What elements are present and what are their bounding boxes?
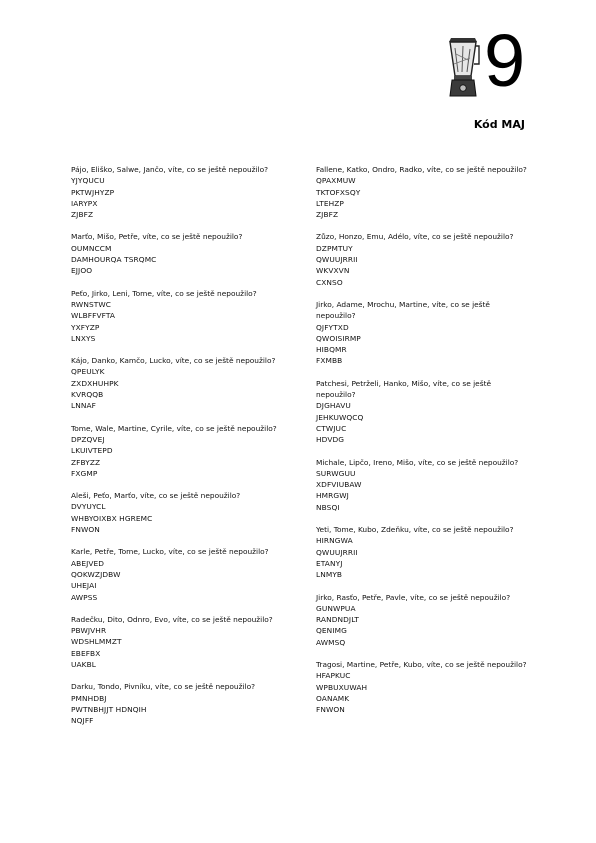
code-word: QWUUJRRII (316, 547, 358, 557)
code-word: OUMNCCM (71, 243, 112, 253)
puzzle-group (71, 288, 286, 344)
greeting-line: Kájo, Danko, Kamčo, Lucko, víte, co se ještě nepoužilo? (71, 356, 276, 366)
code-word: UHEJAI (71, 581, 97, 591)
code-word: FNWON (71, 525, 100, 535)
code-word: QENIMG (316, 626, 347, 636)
code-word: CXNSO (316, 277, 343, 287)
code-word: DPZQVEJ (71, 434, 105, 444)
left-column (71, 164, 286, 737)
code-word: QJFYTXD (316, 322, 349, 332)
code-word: HIRNGWA (316, 536, 353, 546)
code-word: WPBUXUWAH (316, 682, 368, 692)
puzzle-group (316, 164, 531, 220)
code-word: IARYPX (71, 198, 98, 208)
code-word: KVRQQB (71, 390, 104, 400)
code-word: LNNAF (71, 401, 96, 411)
code-word: GUNWPUA (316, 603, 356, 613)
puzzle-group (316, 524, 531, 580)
code-word: ZXDXHUHPK (71, 378, 119, 388)
greeting-line: Michale, Lipčo, Ireno, Mišo, víte, co se ještě nepoužilo? (316, 457, 519, 467)
puzzle-group (71, 614, 286, 670)
greeting-line: Jirko, Adame, Mrochu, Martine, víte, co se ještě nepoužilo? (316, 299, 490, 321)
code-word: EBEFBX (71, 648, 101, 658)
greeting-line: Jirko, Rasťo, Petře, Pavle, víte, co se ještě nepoužilo? (316, 592, 511, 602)
code-word: ETANYJ (316, 558, 343, 568)
code-word: PKTWJHYZP (71, 187, 115, 197)
code-word: TKTOFXSQY (316, 187, 361, 197)
code-word: HDVDG (316, 435, 345, 445)
puzzle-group (71, 231, 286, 276)
code-word: LNXYS (71, 333, 96, 343)
code-word: ZJBFZ (71, 210, 94, 220)
code-word: DJGHAVU (316, 401, 351, 411)
puzzle-group (316, 659, 531, 715)
code-word: FXMBB (316, 356, 343, 366)
code-word: PBWJVHR (71, 626, 107, 636)
puzzle-group (71, 490, 286, 535)
code-word: JEHKUWQCQ (316, 412, 364, 422)
right-column (316, 164, 531, 726)
code-word: ABEJVED (71, 558, 105, 568)
code-word: EJJOO (71, 266, 93, 276)
code-word: PWTNBHJJT HDNQIH (71, 704, 147, 714)
code-word: AWMSQ (316, 637, 346, 647)
puzzle-group (316, 231, 531, 287)
code-word: AWPSS (71, 592, 98, 602)
puzzle-group (71, 423, 286, 479)
puzzle-group (316, 457, 531, 513)
code-word: WLBFFVFTA (71, 311, 116, 321)
code-word: WDSHLMMZT (71, 637, 122, 647)
code-word: CTWJUC (316, 423, 347, 433)
code-word: NQJFF (71, 716, 94, 726)
puzzle-group (316, 378, 531, 446)
blender-icon (446, 34, 480, 98)
code-word: PMNHDBJ (71, 693, 107, 703)
code-word: QOKWZJDBW (71, 569, 121, 579)
greeting-line: Peťo, Jirko, Leni, Tome, víte, co se ještě nepoužilo? (71, 288, 257, 298)
code-word: RANDNDJLT (316, 615, 360, 625)
code-word: FNWON (316, 705, 345, 715)
greeting-line: Darku, Tondo, Pivníku, víte, co se ještě nepoužilo? (71, 682, 256, 692)
code-word: DAMHOURQA TSRQMC (71, 255, 157, 265)
code-word: HIBQMR (316, 345, 347, 355)
code-word: ZJBFZ (316, 210, 339, 220)
puzzle-group (71, 681, 286, 726)
greeting-line: Karle, Petře, Tome, Lucko, víte, co se ještě nepoužilo? (71, 547, 269, 557)
puzzle-group (71, 164, 286, 220)
puzzle-group (71, 355, 286, 411)
code-word: QWOISIRMP (316, 333, 361, 343)
code-word: LKUIVTEPD (71, 446, 113, 456)
page-number: 9 (484, 19, 526, 102)
puzzle-group (316, 592, 531, 648)
code-word: QWUUJRRII (316, 255, 358, 265)
greeting-line: Yeti, Tome, Kubo, Zdeňku, víte, co se ještě nepoužilo? (316, 525, 514, 535)
code-word: RWNSTWC (71, 299, 112, 309)
greeting-line: Tome, Wale, Martine, Cyrile, víte, co se ještě nepoužilo? (71, 423, 277, 433)
code-word: YXFYZP (71, 322, 100, 332)
code-word: WKVXVN (316, 266, 350, 276)
code-word: LNMYB (316, 570, 343, 580)
greeting-line: Aleši, Peťo, Marťo, víte, co se ještě nepoužilo? (71, 491, 241, 501)
code-word: DVYUYCL (71, 502, 106, 512)
greeting-line: Zůzo, Honzo, Emu, Adélo, víte, co se ještě nepoužilo? (316, 232, 514, 242)
code-word: UAKBL (71, 659, 96, 669)
code-word: HFAPKUC (316, 671, 351, 681)
code-word: LTEHZP (316, 198, 344, 208)
code-word: HMRGWJ (316, 491, 349, 501)
code-word: NBSQI (316, 502, 340, 512)
code-word: YJYQUCU (71, 176, 105, 186)
code-label: Kód MAJ (473, 118, 525, 131)
greeting-line: Tragosi, Martine, Petře, Kubo, víte, co se ještě nepoužilo? (316, 659, 527, 669)
greeting-line: Patchesi, Petrželi, Hanko, Mišo, víte, co se ještě nepoužilo? (316, 378, 492, 400)
greeting-line: Radečku, Dito, Odnro, Evo, víte, co se ještě nepoužilo? (71, 614, 273, 624)
greeting-line: Fallene, Katko, Ondro, Radko, víte, co se ještě nepoužilo? (316, 165, 527, 174)
code-word: OANAMK (316, 693, 350, 703)
puzzle-group (316, 299, 531, 367)
code-word: XDFVIUBAW (316, 480, 362, 490)
code-word: DZPMTUY (316, 243, 353, 253)
code-word: QPAXMUW (316, 176, 356, 186)
code-word: WHBYOIXBX HGREMC (71, 513, 153, 523)
code-word: ZFBYZZ (71, 457, 101, 467)
code-word: SURWGUU (316, 468, 356, 478)
greeting-line: Marťo, Mišo, Petře, víte, co se ještě nepoužilo? (71, 232, 243, 242)
greeting-line: Pájo, Eliško, Salwe, Jančo, víte, co se ještě nepoužilo? (71, 165, 269, 174)
code-word: QPEULYK (71, 367, 105, 377)
code-word: FXGMP (71, 468, 98, 478)
puzzle-group (71, 546, 286, 602)
